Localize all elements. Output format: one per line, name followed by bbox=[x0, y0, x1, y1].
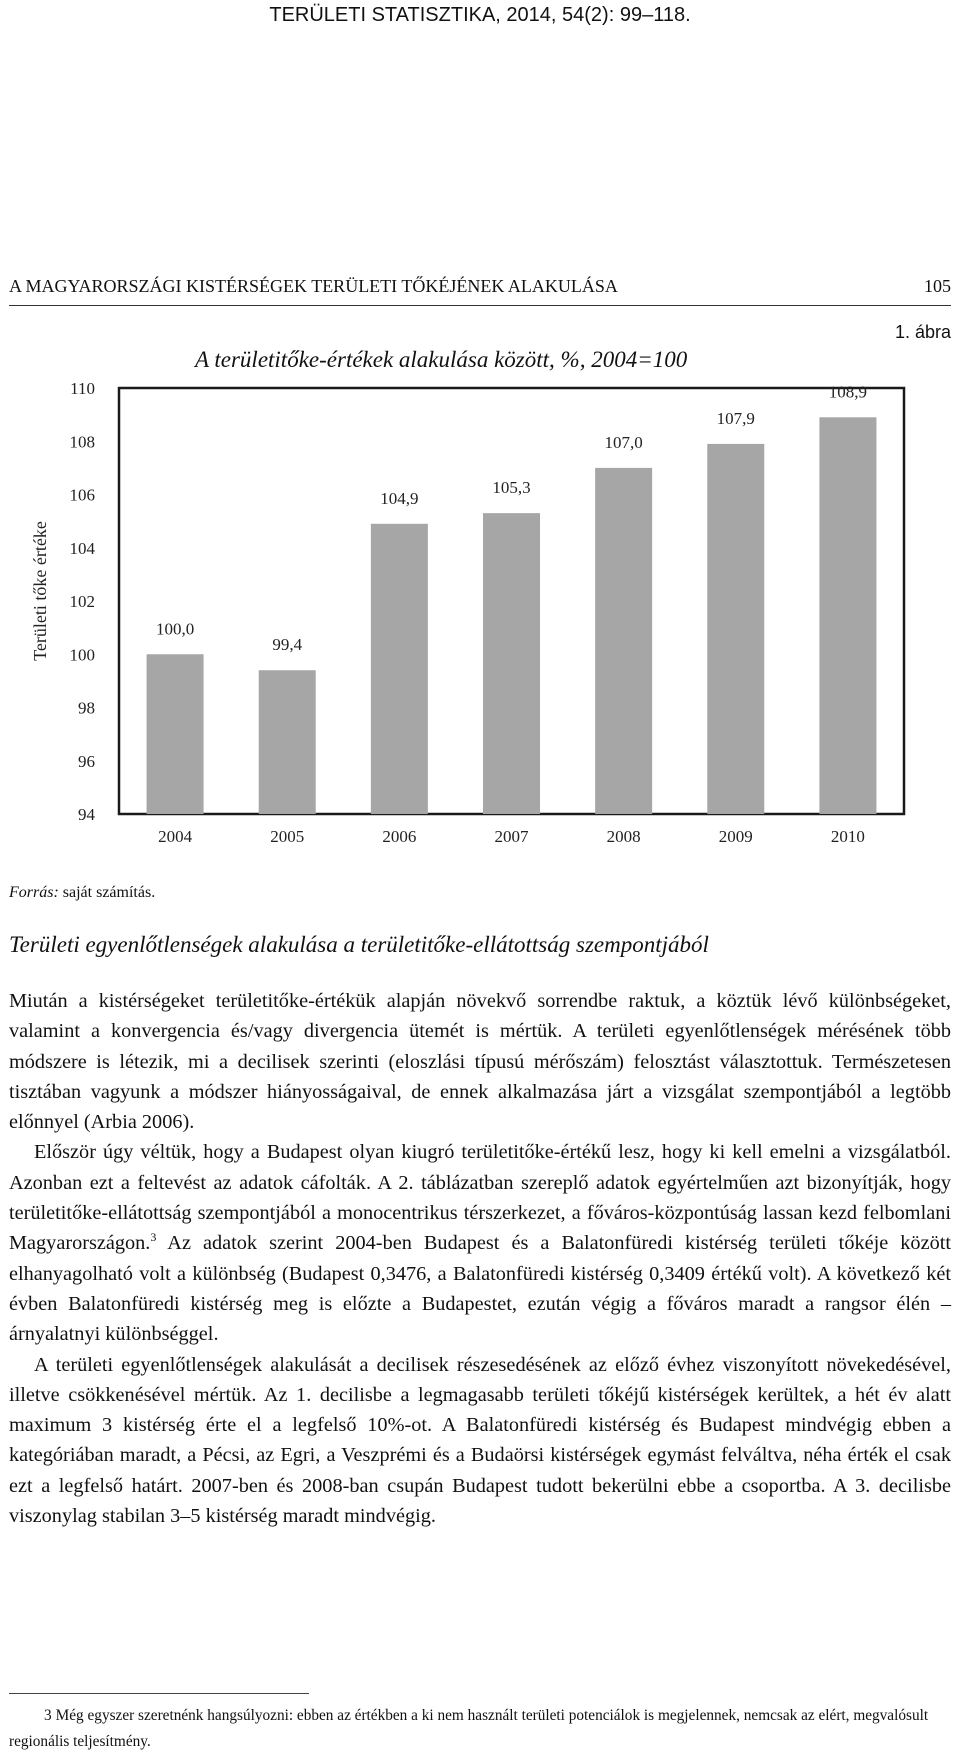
y-tick-label: 98 bbox=[78, 698, 95, 718]
source-note bbox=[9, 884, 155, 902]
bar-2009 bbox=[707, 444, 764, 814]
footnote-ref[interactable]: 3 bbox=[150, 1230, 157, 1245]
footnote bbox=[9, 1703, 944, 1755]
journal-header: TERÜLETI STATISZTIKA, 2014, 54(2): 99–118. bbox=[269, 4, 691, 26]
x-tick-label: 2006 bbox=[382, 827, 417, 846]
section-title: Területi egyenlőtlenségek alakulása a területitőke-ellátottság szempontjából bbox=[9, 932, 709, 957]
x-tick-label: 2005 bbox=[270, 827, 305, 846]
y-tick-label: 100 bbox=[69, 645, 95, 665]
bar-chart bbox=[0, 0, 960, 880]
source-label: Forrás: bbox=[9, 884, 59, 901]
footnote-text: Még egyszer szeretnénk hangsúlyozni: ebben az értékben a ki nem használt területi potenciálok is megjelennek, nemcsak az elért, megvalósult regionális teljesítmény. bbox=[9, 1707, 929, 1750]
paragraph-3: A területi egyenlőtlenségek alakulását a decilisek részesedésének az előző évhez viszonyított növekedésével, illetve csökkenésével mértük. Az 1. decilisbe a legmagasabb területi tőkéjű kistérségek kerültek, a hét év alatt maximum 3 kistérség érte el a legfelső 10%-ot. A Balatonfüredi kistérség és Budapest mindvégig ebben a kategóriában maradt, a Pécsi, az Egri, a Veszprémi és a Budaörsi kistérségek egymást felváltva, néha érték el csak ezt a legfelső határt. 2007-ben és 2008-ban csupán Budapest tudott bekerülni ebbe a csoportba. A 3. decilisbe viszonylag stabilan 3–5 kistérség maradt mindvégig. bbox=[9, 1353, 951, 1528]
footnote-rule bbox=[9, 1693, 309, 1694]
x-tick-label: 2008 bbox=[606, 827, 641, 846]
running-head-title: A MAGYARORSZÁGI KISTÉRSÉGEK TERÜLETI TŐKÉJÉNEK ALAKULÁSA bbox=[9, 276, 618, 296]
paragraph-2-before: Először úgy véltük, hogy a Budapest olyan kiugró területitőke-értékű lesz, hogy ki kell emelni a vizsgálatból. Azonban ezt a feltevést az adatok cáfolták. A 2. táblázatban szereplő adatok egyértelműen azt bizonyítják, hogy területitőke-ellátottság szempontjából a monocentrikus térszerkezet, a főváros-központúság lassan kezd felbomlani Magyarországon. bbox=[9, 1141, 951, 1255]
bar-2004 bbox=[147, 654, 204, 814]
y-tick-label: 94 bbox=[78, 805, 95, 824]
data-label-2004: 100,0 bbox=[155, 619, 195, 639]
figure-label: 1. ábra bbox=[894, 322, 951, 342]
figure-title: A területitőke-értékek alakulása között, %, 2004=100 bbox=[195, 347, 688, 372]
y-tick-label: 110 bbox=[70, 379, 95, 398]
x-tick-label: 2007 bbox=[494, 827, 529, 846]
data-label-2007: 105,3 bbox=[492, 478, 531, 498]
x-tick-label: 2009 bbox=[718, 827, 753, 846]
body-text bbox=[9, 986, 951, 1531]
data-label-2008: 107,0 bbox=[604, 432, 643, 452]
x-tick-label: 2004 bbox=[158, 827, 193, 846]
paragraph-2-after: Az adatok szerint 2004-ben Budapest és a Balatonfüredi kistérség területi tőkéje között elhanyagolható volt a különbség (Budapest 0,3476, a Balatonfüredi kistérség 0,3409 értékű volt). A következő két évben Balatonfüredi kistérség meg is előzte a Budapestet, ezután végig a főváros maradt a rangsor élén – árnyalatnyi különbséggel. bbox=[9, 1232, 951, 1346]
page-number: 105 bbox=[924, 276, 951, 296]
data-label-2009: 107,9 bbox=[716, 408, 755, 428]
footnote-number: 3 bbox=[44, 1707, 52, 1724]
paragraph-2 bbox=[9, 1137, 951, 1349]
y-tick-label: 106 bbox=[69, 485, 95, 505]
source-text: saját számítás. bbox=[62, 884, 156, 901]
bar-2006 bbox=[371, 524, 428, 814]
paragraph-1: Miután a kistérségeket területitőke-értékük alapján növekvő sorrendbe raktuk, a köztük lévő különbségeket, valamint a konvergencia és/vagy divergencia ütemét is mértük. A területi egyenlőtlenségek mérésének több módszere is létezik, mi a decilisek szerinti (eloszlási típusú mérőszám) felosztást választottuk. Természetesen tisztában vagyunk a módszer hiányosságaival, de ennek alkalmazása járt a vizsgálat szempontjából a legtöbb előnnyel (Arbia 2006). bbox=[9, 990, 951, 1134]
bar-2007 bbox=[483, 513, 540, 814]
bar-2008 bbox=[595, 468, 652, 814]
y-axis-label: Területi tőke értéke bbox=[30, 521, 50, 661]
x-tick-label: 2010 bbox=[830, 827, 865, 846]
y-tick-label: 108 bbox=[69, 432, 95, 452]
data-label-2010: 108,9 bbox=[828, 382, 868, 402]
bar-2010 bbox=[819, 417, 876, 814]
y-tick-label: 96 bbox=[78, 751, 95, 771]
y-tick-label: 104 bbox=[69, 538, 95, 558]
y-tick-label: 102 bbox=[69, 592, 95, 611]
bar-2005 bbox=[259, 670, 316, 814]
data-label-2005: 99,4 bbox=[272, 635, 303, 655]
data-label-2006: 104,9 bbox=[380, 488, 419, 508]
